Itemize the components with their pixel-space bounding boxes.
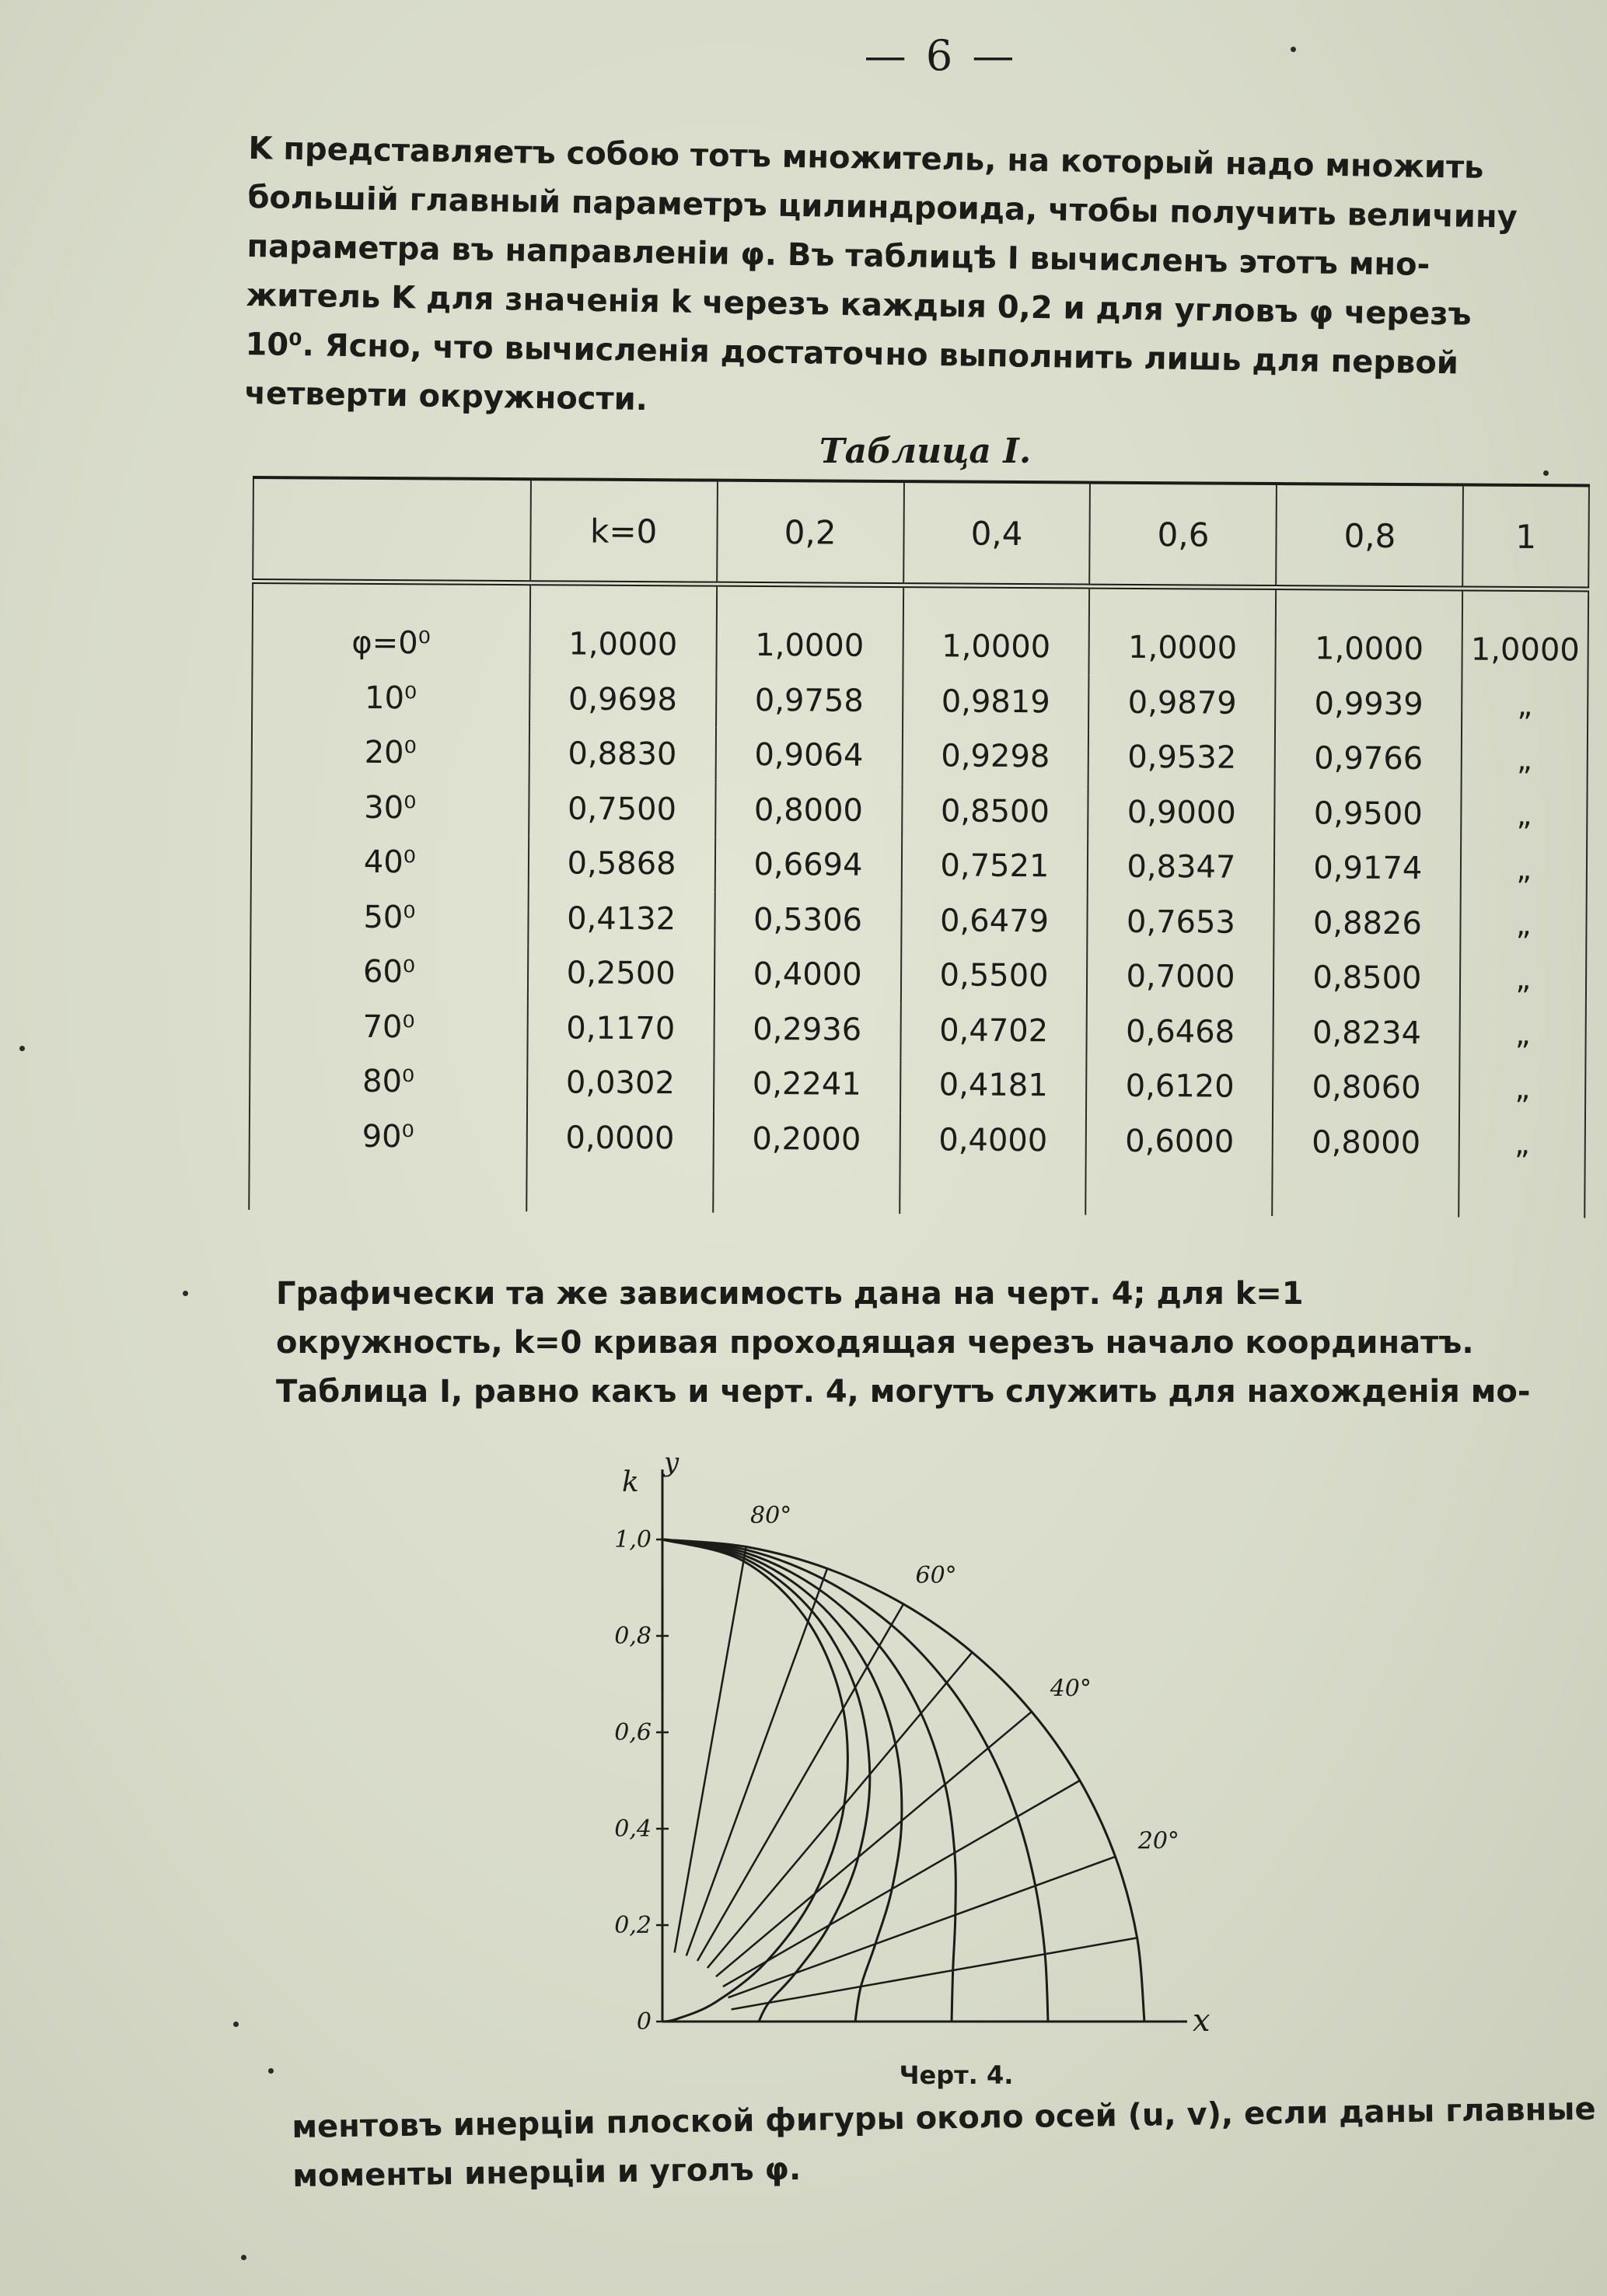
value-cell: 0,7521 — [901, 838, 1088, 894]
y-tick-label: 1,0 — [614, 1526, 652, 1553]
angle-cell: 30⁰ — [251, 779, 529, 836]
value-cell: 0,9939 — [1275, 676, 1462, 732]
angle-cell: 40⁰ — [251, 834, 529, 891]
angle-label: 60° — [915, 1562, 957, 1590]
value-cell: 0,7653 — [1088, 894, 1274, 950]
value-cell: „ — [1462, 677, 1588, 732]
value-cell: 0,8830 — [529, 726, 715, 782]
value-cell: 0,9174 — [1274, 840, 1461, 896]
table-row — [250, 1054, 1585, 1117]
value-cell: 0,8000 — [1273, 1115, 1460, 1218]
value-cell: 0,9766 — [1275, 731, 1462, 787]
value-cell: „ — [1459, 1116, 1585, 1218]
table-container — [248, 476, 1590, 1249]
value-cell: 1,0000 — [1462, 589, 1588, 678]
value-cell: „ — [1460, 952, 1586, 1007]
header-cell — [253, 477, 530, 583]
angle-cell: 50⁰ — [250, 889, 528, 945]
angle-ray — [697, 1604, 903, 1961]
value-cell: 0,1170 — [527, 1001, 714, 1057]
after-table-paragraph — [276, 1270, 1598, 1417]
text-line: окружность, k=0 кривая проходящая черезъ начало координатъ. — [276, 1325, 1474, 1361]
value-cell: 1,0000 — [903, 585, 1090, 675]
value-cell: 0,4702 — [900, 1003, 1087, 1059]
value-cell: 0,6000 — [1086, 1113, 1273, 1216]
header-cell: 0,4 — [903, 481, 1091, 586]
text-line: четверти окружности. — [244, 375, 648, 418]
table-row — [250, 889, 1586, 952]
angle-cell: 70⁰ — [250, 998, 527, 1055]
value-cell: 0,8000 — [715, 782, 902, 838]
text-line: большій главный параметръ цилиндроида, чтобы получить величину — [247, 179, 1518, 236]
angle-cell: 60⁰ — [250, 944, 528, 1001]
header-cell: 0,2 — [717, 481, 904, 585]
text-line: 10⁰. Ясно, что вычисленія достаточно выполнить лишь для первой — [245, 326, 1459, 382]
value-cell: 0,8500 — [1273, 950, 1460, 1006]
angle-cell: φ=0⁰ — [252, 582, 529, 672]
value-cell: 0,8347 — [1088, 840, 1274, 896]
table-row — [250, 998, 1585, 1061]
value-cell: „ — [1462, 787, 1588, 842]
angle-cell: 20⁰ — [252, 725, 529, 781]
text-line: житель K для значенія k черезъ каждыя 0,2 и для угловъ φ черезъ — [246, 277, 1472, 333]
page-number: — 6 — — [864, 31, 1018, 80]
value-cell: „ — [1461, 896, 1587, 952]
figure-caption: Черт. 4. — [899, 2060, 1014, 2090]
value-cell: 0,6694 — [714, 837, 901, 893]
value-cell: 0,2241 — [714, 1057, 900, 1113]
curve-k-0-6 — [662, 1539, 955, 2022]
value-cell: 0,5868 — [528, 836, 714, 892]
print-speck — [1291, 47, 1296, 52]
angle-cell: 80⁰ — [250, 1054, 527, 1110]
text-line: ментовъ инерціи плоской фигуры около осей (u, v), если даны главные — [292, 2091, 1596, 2145]
table-row — [251, 779, 1587, 842]
value-cell: 0,8826 — [1274, 896, 1461, 952]
value-cell: 0,4181 — [900, 1057, 1087, 1113]
value-cell: 0,9064 — [715, 728, 902, 784]
value-cell: 0,2500 — [528, 945, 714, 1001]
table-row — [252, 582, 1588, 678]
value-cell: 0,8500 — [902, 784, 1088, 840]
value-cell: 0,9698 — [529, 672, 716, 728]
value-cell: 0,7000 — [1087, 949, 1273, 1005]
value-cell: 0,2000 — [713, 1111, 900, 1214]
y-tick-label: 0,6 — [614, 1719, 652, 1746]
y-tick-label: 0,4 — [614, 1815, 652, 1843]
value-cell: 0,9000 — [1088, 785, 1275, 840]
value-cell: 0,4132 — [528, 891, 714, 947]
value-cell: 0,4000 — [900, 1113, 1087, 1215]
print-speck — [233, 2022, 239, 2027]
print-speck — [1543, 470, 1549, 476]
value-cell: 0,9298 — [902, 729, 1088, 785]
axis-x-label: x — [1193, 2003, 1210, 2039]
header-cell: k=0 — [530, 479, 718, 584]
value-cell: „ — [1461, 842, 1587, 897]
print-speck — [183, 1291, 188, 1296]
table-row — [251, 834, 1587, 897]
value-cell: 0,4000 — [714, 947, 900, 1003]
angle-label: 40° — [1050, 1675, 1092, 1703]
value-cell: 0,2936 — [714, 1001, 900, 1057]
angle-ray — [707, 1652, 973, 1968]
value-cell: 1,0000 — [716, 584, 903, 673]
y-tick-label: 0 — [636, 2008, 652, 2036]
value-cell: 0,9500 — [1275, 786, 1462, 842]
value-cell: 0,9758 — [716, 673, 903, 729]
value-cell: 1,0000 — [1089, 586, 1277, 676]
value-cell: 0,6479 — [901, 893, 1088, 949]
curve-k-0 — [662, 1539, 847, 2022]
value-cell: 1,0000 — [1276, 588, 1463, 677]
intro-paragraph — [244, 124, 1586, 439]
table-header-row — [253, 477, 1589, 589]
value-cell: 0,8234 — [1273, 1005, 1460, 1061]
text-line: Графически та же зависимость дана на черт. 4; для k=1 — [276, 1276, 1304, 1312]
angle-cell: 90⁰ — [249, 1108, 526, 1211]
value-cell: „ — [1462, 732, 1588, 788]
value-cell: 0,0302 — [527, 1055, 714, 1111]
table-caption: Таблица I. — [819, 432, 1032, 471]
table-row — [252, 670, 1588, 733]
angle-ray — [716, 1711, 1032, 1976]
value-cell: „ — [1459, 1061, 1585, 1116]
text-line: моменты инерціи и уголъ φ. — [292, 2151, 802, 2194]
print-speck — [19, 1046, 25, 1051]
text-line: параметра въ направленіи φ. Въ таблицѣ I вычисленъ этотъ мно- — [246, 228, 1431, 283]
text-line: Таблица I, равно какъ и черт. 4, могутъ служить для нахожденія мо- — [276, 1374, 1531, 1410]
value-cell: 0,9819 — [903, 674, 1089, 730]
curve-k-0-8 — [662, 1539, 1048, 2022]
value-cell: 1,0000 — [529, 583, 717, 673]
value-cell: 0,0000 — [526, 1110, 714, 1213]
y-tick-label: 0,8 — [614, 1623, 652, 1650]
table-body — [249, 582, 1588, 1218]
table-row — [252, 725, 1588, 788]
table-row — [250, 944, 1586, 1007]
print-speck — [268, 2068, 274, 2074]
value-cell: 0,5500 — [900, 948, 1087, 1004]
angle-cell: 10⁰ — [252, 670, 529, 727]
angle-label: 80° — [750, 1501, 792, 1529]
values-table — [248, 476, 1590, 1218]
table-row — [249, 1108, 1585, 1218]
value-cell: 0,6468 — [1087, 1004, 1273, 1060]
axis-k-label: k — [622, 1466, 639, 1498]
print-speck — [241, 2255, 246, 2260]
text-line: K представляетъ собою тотъ множитель, на который надо множить — [248, 130, 1484, 186]
value-cell: 0,5306 — [714, 892, 901, 948]
y-tick-label: 0,2 — [614, 1912, 652, 1939]
header-cell: 0,8 — [1277, 484, 1464, 589]
value-cell: 0,8060 — [1273, 1060, 1459, 1116]
curve-k-0-2 — [662, 1539, 870, 2022]
value-cell: 0,6120 — [1086, 1059, 1273, 1115]
angle-label: 20° — [1137, 1827, 1179, 1855]
axis-y-label: y — [664, 1454, 679, 1478]
value-cell: 0,7500 — [529, 781, 715, 837]
figure-4-plot — [599, 1454, 1329, 2060]
value-cell: „ — [1460, 1006, 1586, 1061]
header-cell: 0,6 — [1090, 483, 1277, 588]
header-cell: 1 — [1463, 485, 1589, 589]
value-cell: 0,9532 — [1088, 730, 1275, 786]
after-figure-paragraph — [292, 2085, 1599, 2201]
figure-4 — [599, 1454, 1329, 2060]
value-cell: 0,9879 — [1089, 675, 1276, 731]
figure-rays — [675, 1546, 1137, 2009]
